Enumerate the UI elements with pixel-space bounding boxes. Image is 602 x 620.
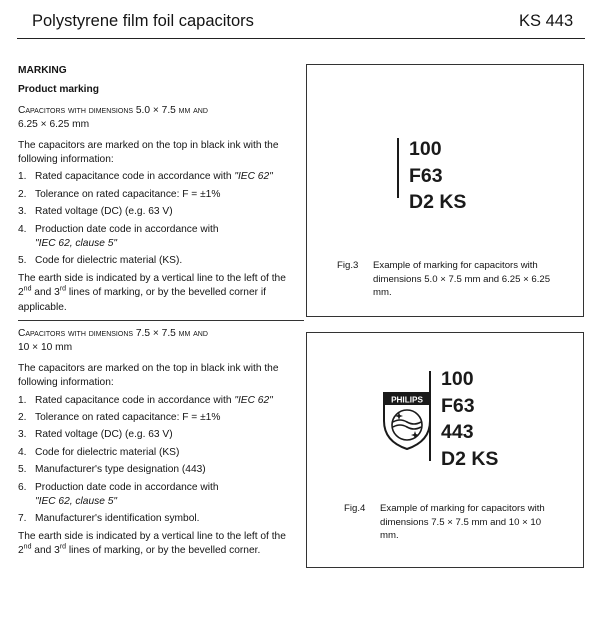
section-divider (18, 320, 304, 321)
marking-line: 100 (409, 138, 442, 160)
section-2 (18, 327, 304, 559)
dimensions-heading-cont: 6.25 × 6.25 mm (18, 119, 90, 131)
marking-example (441, 366, 498, 472)
marking-line: 443 (441, 421, 474, 443)
dimensions-heading: Capacitors with dimensions 7.5 × 7.5 mm and (18, 328, 208, 339)
item-number: 4. (18, 446, 27, 458)
marking-line: 100 (441, 368, 474, 390)
item-number: 7. (18, 513, 27, 525)
item-number: 1. (18, 171, 27, 183)
item-number: 5. (18, 255, 27, 267)
intro-text: The capacitors are marked on the top in black ink with the following information: (18, 139, 279, 166)
list-item (18, 394, 304, 408)
item-text: Tolerance on rated capacitance: F = ±1% (35, 188, 221, 200)
earth-side-note: The earth side is indicated by a vertical line to the left of the 2nd and 3rd lines of marking, or by the bevelled corner. (18, 530, 286, 557)
list-item (18, 446, 304, 460)
item-reference: "IEC 62" (234, 171, 273, 183)
item-text: Rated voltage (DC) (e.g. 63 V) (35, 206, 173, 218)
item-number: 3. (18, 429, 27, 441)
item-text: Code for dielectric material (KS). (35, 255, 183, 267)
item-reference: "IEC 62, clause 5" (35, 238, 117, 250)
marking-list (18, 394, 304, 527)
figure-3-box (306, 64, 584, 317)
item-number: 1. (18, 394, 27, 406)
marking-list (18, 170, 304, 268)
marking-line: D2 KS (441, 447, 499, 470)
earth-side-line (429, 371, 431, 461)
figure-4-box (306, 332, 584, 568)
document-title: Polystyrene film foil capacitors (32, 12, 254, 30)
marking-line: F63 (441, 394, 475, 417)
list-item (18, 411, 304, 425)
item-number: 2. (18, 412, 27, 424)
item-number: 5. (18, 464, 27, 476)
caption-text: Example of marking for capacitors with dimensions 7.5 × 7.5 mm and 10 × 10 mm. (380, 503, 545, 542)
item-reference: "IEC 62" (234, 394, 273, 406)
item-text: Manufacturer's type designation (443) (35, 464, 206, 476)
item-text: Rated capacitance code in accordance with (35, 171, 235, 183)
intro-text: The capacitors are marked on the top in black ink with the following information: (18, 362, 279, 389)
caption-text: Example of marking for capacitors with dimensions 5.0 × 7.5 mm and 6.25 × 6.25 mm. (373, 260, 551, 299)
item-number: 2. (18, 188, 27, 200)
philips-logo (381, 385, 433, 451)
item-text: Rated capacitance code in accordance with (35, 394, 235, 406)
item-text: Rated voltage (DC) (e.g. 63 V) (35, 429, 173, 441)
marking-example (409, 136, 466, 216)
marking-line: D2 KS (409, 191, 467, 213)
dimensions-heading-cont: 10 × 10 mm (18, 342, 73, 354)
figure-label: Fig.3 (337, 260, 359, 271)
list-item (18, 223, 304, 252)
document-code: KS 443 (519, 12, 574, 30)
item-number: 3. (18, 206, 27, 218)
list-item (18, 254, 304, 268)
item-number: 4. (18, 223, 27, 235)
item-text: Tolerance on rated capacitance: F = ±1% (35, 412, 221, 424)
dimensions-heading: Capacitors with dimensions 5.0 × 7.5 mm and (18, 104, 208, 116)
list-item (18, 512, 304, 526)
earth-side-line (397, 138, 399, 198)
item-number: 6. (18, 481, 27, 493)
list-item (18, 463, 304, 477)
item-text: Manufacturer's identification symbol. (35, 513, 200, 525)
item-text: Production date code in accordance with (35, 481, 219, 493)
list-item (18, 170, 304, 184)
svg-text:PHILIPS: PHILIPS (391, 395, 423, 405)
earth-side-note: The earth side is indicated by a vertical line to the left of the 2nd and 3rd lines of marking, or by the bevelled corner if applicable. (18, 272, 286, 313)
section-1 (18, 64, 304, 315)
product-marking-heading: Product marking (18, 84, 99, 96)
item-reference: "IEC 62, clause 5" (35, 496, 117, 508)
item-text: Code for dielectric material (KS) (35, 446, 180, 458)
figure-label: Fig.4 (344, 503, 366, 514)
list-item (18, 205, 304, 219)
list-item (18, 481, 304, 510)
marking-heading: MARKING (18, 65, 67, 76)
list-item (18, 188, 304, 202)
item-text: Production date code in accordance with (35, 223, 219, 235)
marking-line: F63 (409, 164, 443, 187)
header-rule (17, 38, 585, 39)
list-item (18, 428, 304, 442)
